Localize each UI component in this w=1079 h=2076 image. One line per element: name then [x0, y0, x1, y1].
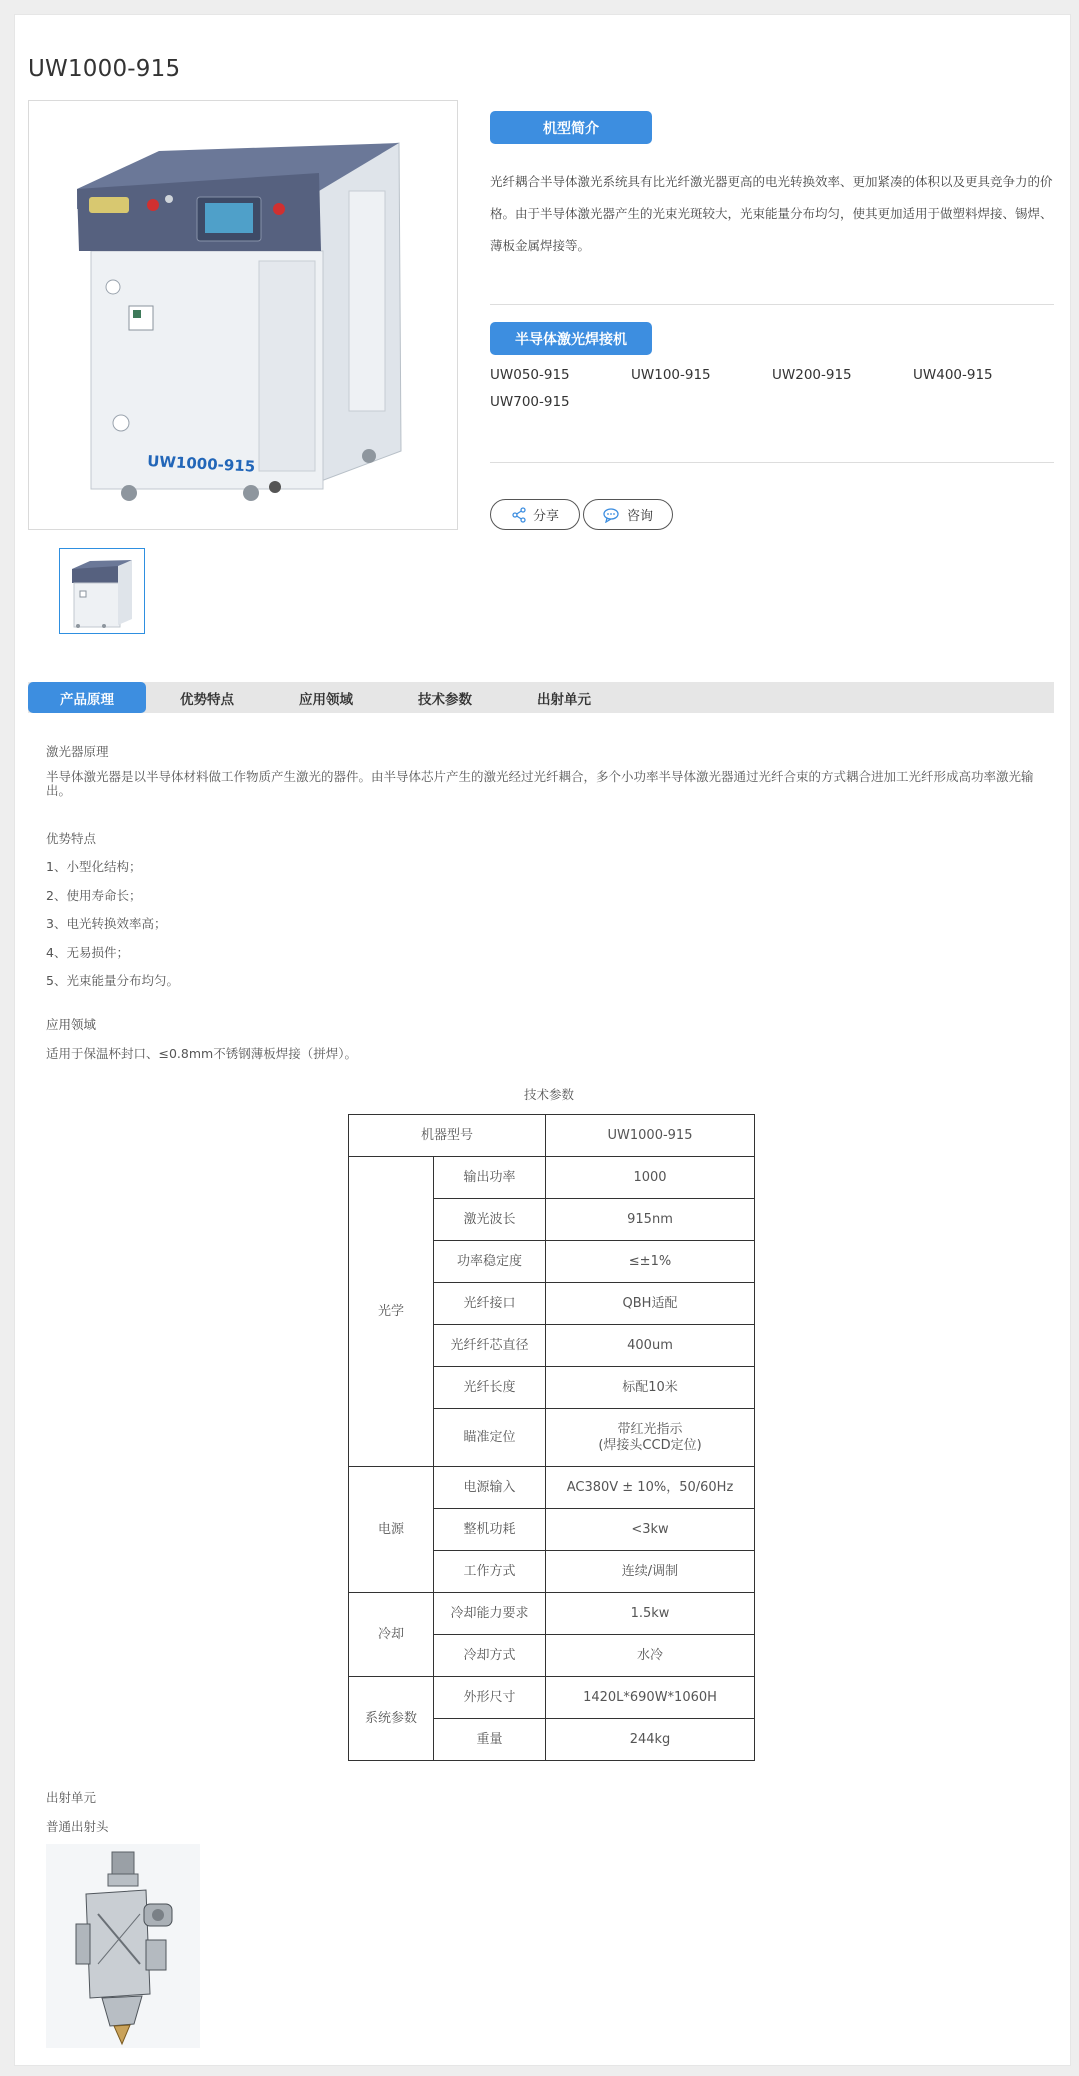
tab-bar — [28, 682, 1054, 713]
spec-param: 冷却能力要求 — [434, 1593, 546, 1635]
consult-label: 咨询 — [626, 509, 653, 524]
principle-text: 半导体激光器是以半导体材料做工作物质产生激光的器件。由半导体芯片产生的激光经过光纤耦合，多个小功率半导体激光器通过光纤合束的方式耦合进加工光纤形成高功率激光输出。 — [46, 769, 1034, 798]
chat-icon — [603, 507, 621, 523]
model-link[interactable]: UW200-915 — [772, 367, 852, 383]
application-heading: 应用领域 — [46, 1017, 97, 1032]
svg-text:UW1000-915: UW1000-915 — [146, 452, 256, 476]
spec-value: 1420L*690W*1060H — [546, 1677, 755, 1719]
tab-specs[interactable]: 技术参数 — [418, 691, 472, 708]
spec-value-line: (焊接头CCD定位) — [598, 1437, 702, 1453]
output-unit-subheading: 普通出射头 — [46, 1819, 109, 1834]
share-button[interactable] — [490, 499, 580, 530]
table-row — [349, 1157, 755, 1199]
page-title: UW1000-915 — [28, 56, 181, 82]
model-link[interactable]: UW050-915 — [490, 367, 570, 383]
tab-application[interactable]: 应用领域 — [299, 691, 353, 708]
spec-value: QBH适配 — [546, 1283, 755, 1325]
spec-value: 1.5kw — [546, 1593, 755, 1635]
share-label: 分享 — [532, 509, 559, 524]
advantage-item: 5、光束能量分布均匀。 — [46, 973, 179, 988]
spec-value: ≤±1% — [546, 1241, 755, 1283]
spec-value: 连续/调制 — [546, 1551, 755, 1593]
spec-value: 标配10米 — [546, 1367, 755, 1409]
output-unit-heading: 出射单元 — [46, 1790, 97, 1805]
advantage-item: 1、小型化结构； — [46, 859, 142, 874]
advantages-heading: 优势特点 — [46, 831, 97, 846]
spec-param: 电源输入 — [434, 1467, 546, 1509]
spec-value: AC380V ± 10%，50/60Hz — [546, 1467, 755, 1509]
intro-text: 光纤耦合半导体激光系统具有比光纤激光器更高的电光转换效率、更加紧凑的体积以及更具竞争力的价格。由于半导体激光器产生的光束光斑较大，光束能量分布均匀，使其更加适用于做塑料焊接、锡焊、薄板金属焊接等。 — [490, 174, 1053, 253]
table-row — [349, 1677, 755, 1719]
main-product-image[interactable] — [28, 100, 458, 530]
model-link[interactable]: UW100-915 — [631, 367, 711, 383]
spec-value — [546, 1409, 755, 1467]
thumbnail-illustration — [60, 549, 144, 633]
thumbnail-image[interactable] — [59, 548, 145, 634]
spec-param: 外形尺寸 — [434, 1677, 546, 1719]
spec-model-label: 机器型号 — [349, 1115, 546, 1157]
consult-button[interactable] — [583, 499, 673, 530]
share-icon — [511, 507, 527, 523]
spec-value: 915nm — [546, 1199, 755, 1241]
laser-welder-illustration — [29, 101, 457, 529]
laser-head-image — [46, 1844, 200, 2048]
spec-param: 整机功耗 — [434, 1509, 546, 1551]
spec-param: 功率稳定度 — [434, 1241, 546, 1283]
spec-param: 激光波长 — [434, 1199, 546, 1241]
spec-param: 工作方式 — [434, 1551, 546, 1593]
spec-table — [348, 1114, 755, 1761]
advantage-item: 2、使用寿命长； — [46, 888, 142, 903]
table-row — [349, 1593, 755, 1635]
spec-value: <3kw — [546, 1509, 755, 1551]
divider — [490, 462, 1054, 463]
application-text: 适用于保温杯封口、≤0.8mm不锈钢薄板焊接（拼焊）。 — [46, 1046, 357, 1061]
spec-param: 光纤长度 — [434, 1367, 546, 1409]
divider — [490, 304, 1054, 305]
spec-param: 冷却方式 — [434, 1635, 546, 1677]
table-row — [349, 1467, 755, 1509]
spec-model-value: UW1000-915 — [546, 1115, 755, 1157]
spec-param: 重量 — [434, 1719, 546, 1761]
spec-param: 光纤接口 — [434, 1283, 546, 1325]
principle-heading: 激光器原理 — [46, 744, 109, 759]
spec-value: 水冷 — [546, 1635, 755, 1677]
spec-param: 光纤纤芯直径 — [434, 1325, 546, 1367]
model-link[interactable]: UW400-915 — [913, 367, 993, 383]
model-link[interactable]: UW700-915 — [490, 394, 570, 410]
series-label: 半导体激光焊接机 — [490, 322, 652, 355]
spec-param: 瞄准定位 — [434, 1409, 546, 1467]
spec-value: 1000 — [546, 1157, 755, 1199]
tab-advantages[interactable]: 优势特点 — [180, 691, 234, 708]
spec-value: 400um — [546, 1325, 755, 1367]
spec-param: 输出功率 — [434, 1157, 546, 1199]
spec-group: 光学 — [349, 1157, 434, 1467]
advantage-item: 4、无易损件； — [46, 945, 129, 960]
table-row — [349, 1115, 755, 1157]
spec-value: 244kg — [546, 1719, 755, 1761]
spec-caption: 技术参数 — [524, 1087, 575, 1102]
tab-principle[interactable]: 产品原理 — [28, 682, 146, 713]
intro-label: 机型简介 — [490, 111, 652, 144]
spec-group: 冷却 — [349, 1593, 434, 1677]
spec-group: 电源 — [349, 1467, 434, 1593]
spec-value-line: 带红光指示 — [617, 1421, 683, 1437]
spec-group: 系统参数 — [349, 1677, 434, 1761]
laser-head-illustration — [46, 1844, 200, 2048]
advantage-item: 3、电光转换效率高； — [46, 916, 167, 931]
tab-output-unit[interactable]: 出射单元 — [537, 691, 591, 708]
